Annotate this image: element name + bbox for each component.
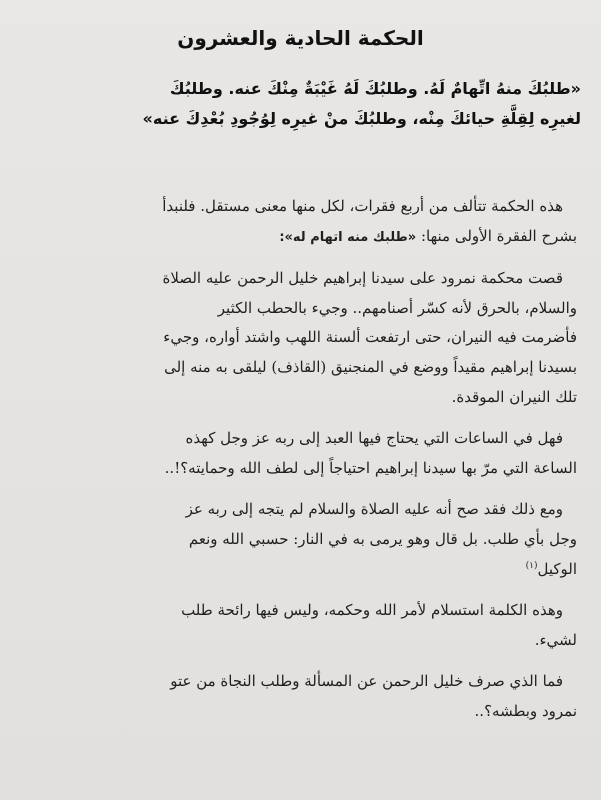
text-line: الساعة التي مرّ بها سيدنا إبراهيم احتياجاً إلى لطف الله وحمايته؟!.. bbox=[164, 458, 577, 477]
text-line: فأضرمت فيه النيران، حتى ارتفعت ألسنة اللهب واشتد أواره، وجيء bbox=[163, 328, 577, 347]
chapter-heading: الحكمة الحادية والعشرون bbox=[177, 26, 424, 50]
text-line-part: الوكيل bbox=[537, 559, 577, 578]
quote-line: لغيرِه لِقِلَّةِ حيائكَ مِنْه، وطلبُكَ منْ غيرِه لِوُجُودِ بُعْدِكَ عنه» bbox=[142, 109, 581, 128]
text-line: هذه الحكمة تتألف من أربع فقرات، لكل منها معنى مستقل. فلنبدأ bbox=[162, 197, 563, 215]
text-line bbox=[20, 555, 577, 585]
text-line: ومع ذلك فقد صح أنه عليه الصلاة والسلام لم يتجه إلى ربه عز bbox=[185, 500, 563, 519]
paragraph-question bbox=[20, 424, 577, 483]
text-line: وجل بأي طلب. بل قال وهو يرمى به في النار: حسبي الله ونعم bbox=[188, 529, 577, 548]
text-line: فما الذي صرف خليل الرحمن عن المسألة وطلب النجاة من عتو bbox=[170, 672, 563, 691]
paragraph-surrender bbox=[20, 596, 577, 655]
text-line bbox=[20, 222, 577, 253]
text-line: وهذه الكلمة استسلام لأمر الله وحكمه، وليس فيها رائحة طلب bbox=[181, 601, 563, 620]
body-text bbox=[20, 192, 577, 739]
paragraph-closing bbox=[20, 667, 577, 726]
footnote-marker: (١) bbox=[525, 560, 538, 571]
paragraph-story bbox=[20, 264, 577, 412]
text-line: قصت محكمة نمرود على سيدنا إبراهيم خليل الرحمن عليه الصلاة bbox=[162, 269, 563, 288]
text-line: لشيء. bbox=[534, 630, 577, 649]
paragraph-response bbox=[20, 495, 577, 584]
text-line: والسلام، بالحرق لأنه كسّر أصنامهم.. وجيء بالحطب الكثير bbox=[217, 298, 577, 317]
text-line: فهل في الساعات التي يحتاج فيها العبد إلى ربه عز وجل كهذه bbox=[185, 429, 563, 448]
quoted-aphorism bbox=[20, 74, 581, 134]
text-line: تلك النيران الموقدة. bbox=[451, 387, 577, 406]
text-line-part: بشرح الفقرة الأولى منها: bbox=[420, 226, 577, 245]
quote-line: «طلبُكَ منهُ اتِّهامٌ لَهُ. وطلبُكَ لَهُ غَيْبَةٌ مِنْكَ عنه. وطلبُكَ bbox=[169, 79, 581, 98]
paragraph-intro bbox=[20, 192, 577, 252]
text-line: نمرود وبطشه؟.. bbox=[474, 701, 577, 720]
quoted-phrase: «طلبك منه اتهام له»: bbox=[279, 229, 417, 245]
text-line: بسيدنا إبراهيم مقيداً ووضع في المنجنيق (القاذف) ليلقى به منه إلى bbox=[164, 357, 577, 376]
